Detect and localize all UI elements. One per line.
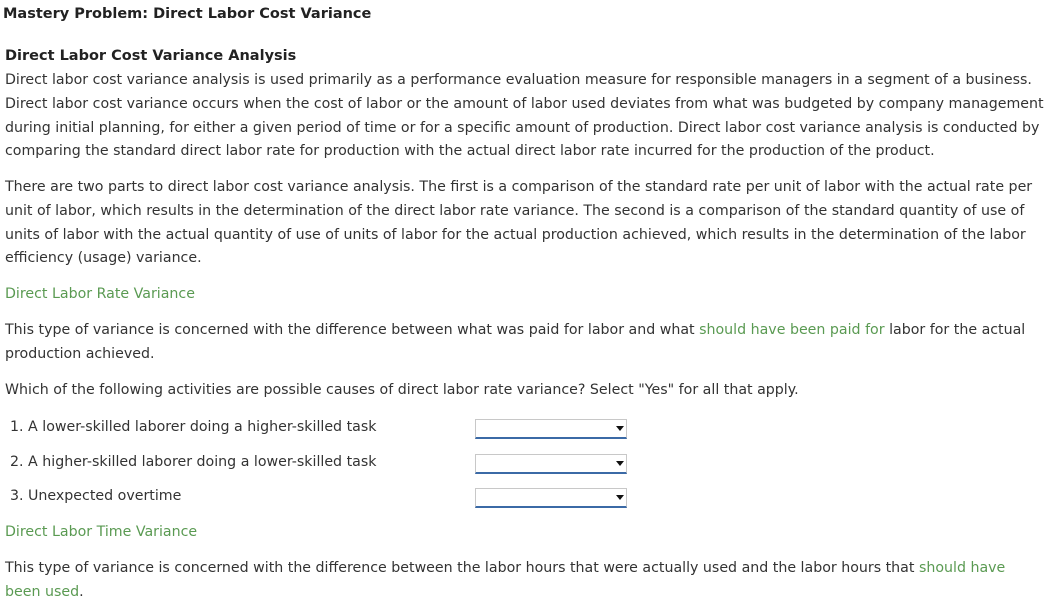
chevron-down-icon <box>616 461 624 466</box>
intro-paragraph <box>5 69 1044 164</box>
answer-dropdown-1[interactable] <box>475 419 627 439</box>
parts-line: efficiency (usage) variance. <box>5 250 202 267</box>
rate-description-line <box>5 319 1026 343</box>
section-heading: Direct Labor Cost Variance Analysis <box>5 48 297 64</box>
answer-dropdown-2[interactable] <box>475 454 627 474</box>
list-item <box>10 487 630 511</box>
page-title: Mastery Problem: Direct Labor Cost Variance <box>3 6 372 22</box>
parts-line: unit of labor, which results in the determination of the direct labor rate variance. The second is a comparison of the standard quantity of use of <box>5 202 1025 219</box>
rate-variance-question: Which of the following activities are possible causes of direct labor rate variance? Select "Yes" for all that apply. <box>5 382 799 398</box>
time-description-text: . <box>79 583 84 600</box>
rate-description-line: production achieved. <box>5 345 155 362</box>
chevron-down-icon <box>616 495 624 500</box>
parts-line: There are two parts to direct labor cost variance analysis. The first is a comparison of the standard rate per unit of labor with the actual rate per <box>5 179 1033 195</box>
intro-line: during initial planning, for either a given period of time or for a specific amount of production. Direct labor cost variance analysis is conducted by <box>5 119 1040 136</box>
list-item <box>10 418 630 442</box>
time-description-text: This type of variance is concerned with the difference between the labor hours that were actually used and the labor hours that <box>5 560 919 576</box>
intro-line: Direct labor cost variance occurs when the cost of labor or the amount of labor used deviates from what was budgeted by company management <box>5 95 1044 112</box>
chevron-down-icon <box>616 426 624 431</box>
time-variance-description <box>5 557 1005 605</box>
item-label: 2. A higher-skilled laborer doing a lower-skilled task <box>10 454 377 470</box>
time-description-line <box>5 581 1005 605</box>
intro-line: comparing the standard direct labor rate for production with the actual direct labor rate incurred for the production of the product. <box>5 143 935 160</box>
intro-line: Direct labor cost variance analysis is used primarily as a performance evaluation measure for responsible managers in a segment of a business. <box>5 72 1032 88</box>
rate-variance-heading: Direct Labor Rate Variance <box>5 286 195 302</box>
time-variance-heading: Direct Labor Time Variance <box>5 524 198 540</box>
item-label: 1. A lower-skilled laborer doing a higher-skilled task <box>10 419 377 435</box>
list-item <box>10 453 630 477</box>
rate-description-text: labor for the actual <box>884 322 1026 338</box>
should-have-been-paid-highlight: should have been paid for <box>699 322 885 338</box>
been-used-highlight: been used <box>5 583 80 600</box>
parts-paragraph <box>5 176 1033 271</box>
should-have-highlight: should have <box>918 560 1006 576</box>
item-label: 3. Unexpected overtime <box>10 488 182 504</box>
rate-variance-description <box>5 319 1026 367</box>
time-description-line <box>5 557 1005 581</box>
rate-description-text: This type of variance is concerned with the difference between what was paid for labor and what <box>5 322 700 338</box>
parts-line: units of labor with the actual quantity of use of units of labor for the actual production achieved, which results in the determination of the labor <box>5 226 1026 243</box>
answer-dropdown-3[interactable] <box>475 488 627 508</box>
